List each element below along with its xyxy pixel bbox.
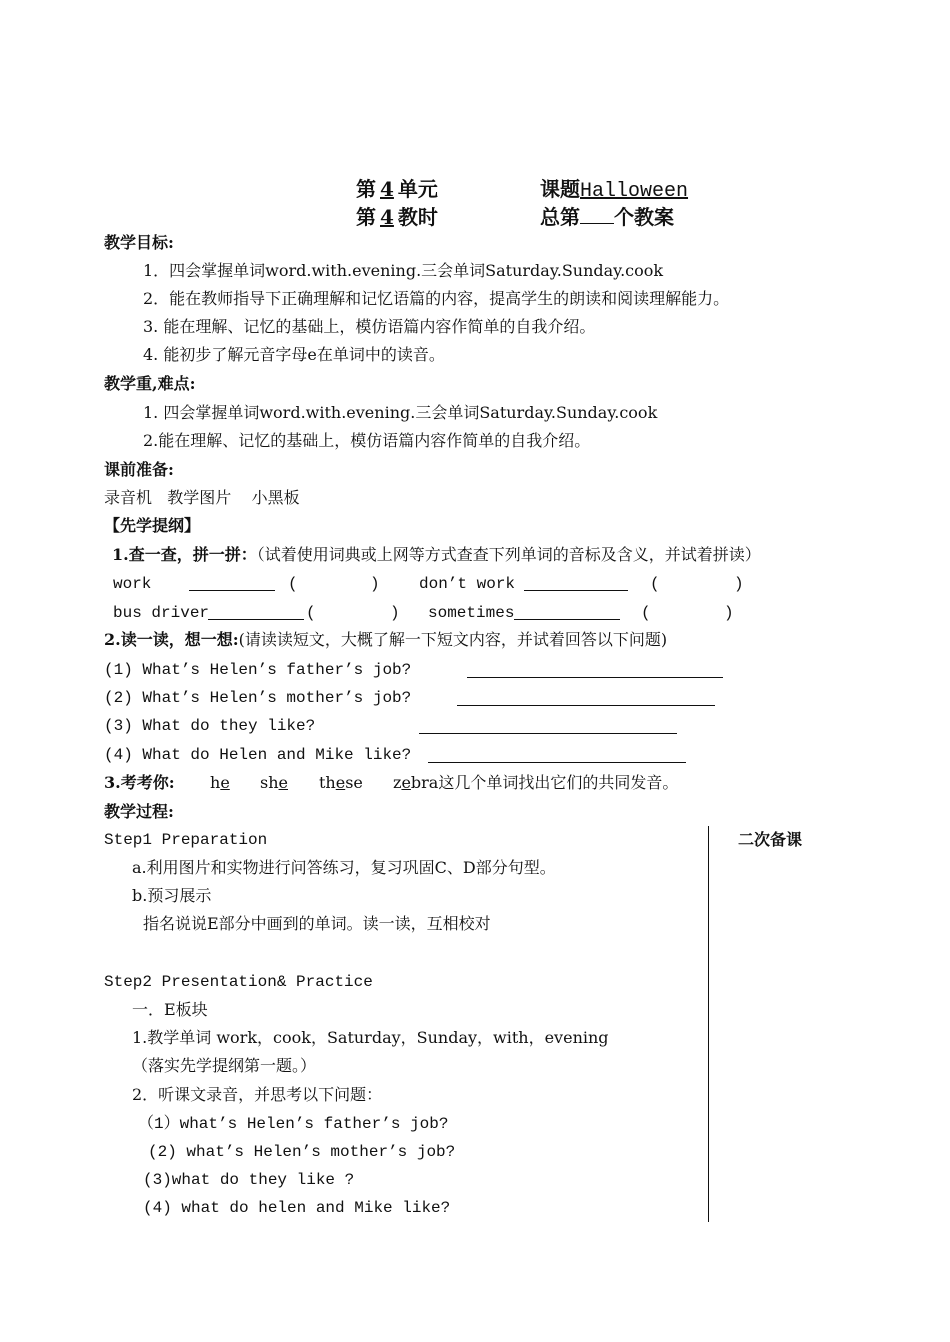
step1-a: a.利用图片和实物进行问答练习，复习巩固C、D部分句型。 xyxy=(132,858,556,877)
question: (4) What do Helen and Mike like? xyxy=(104,746,412,764)
paren-open: ( xyxy=(306,604,316,622)
answer-blank xyxy=(457,691,715,706)
paren-close: ) xyxy=(370,575,380,593)
topic-line: 课题Halloween xyxy=(540,177,689,203)
step2-title: Step2 Presentation& Practice xyxy=(104,973,373,991)
question: (2) What’s Helen’s mother’s job? xyxy=(104,689,412,707)
question: (3) What do they like? xyxy=(104,717,316,735)
outline-heading: 【先学提纲】 xyxy=(104,516,201,535)
outline-q2: 2.读一读，想一想:(请读读短文，大概了解一下短文内容，并试着回答以下问题) xyxy=(104,630,668,649)
vocab-blank xyxy=(514,605,620,620)
vocab-word: work xyxy=(113,575,152,593)
answer-blank xyxy=(428,748,686,763)
process-heading: 教学过程: xyxy=(104,802,174,821)
column-divider xyxy=(708,826,709,1222)
question: (1) What’s Helen’s father’s job? xyxy=(104,661,412,679)
paren-open: ( xyxy=(641,604,651,622)
total-blank xyxy=(580,209,614,224)
lesson-line: 第 4 教时 xyxy=(356,205,438,229)
step2-item1-note: （落实先学提纲第一题。） xyxy=(132,1056,317,1075)
step2-section: 一．E板块 xyxy=(132,1000,208,1019)
paren-close: ) xyxy=(724,604,734,622)
goal-item: 2．能在教师指导下正确理解和记忆语篇的内容，提高学生的朗读和阅读理解能力。 xyxy=(143,289,730,308)
vocab-word: bus driver xyxy=(113,604,210,622)
topic-title: Halloween xyxy=(580,180,689,203)
prep-items: 录音机 教学图片 小黑板 xyxy=(104,488,300,507)
vocab-word: sometimes xyxy=(428,604,515,622)
q3-word: zebra这几个单词找出它们的共同发音。 xyxy=(393,773,679,792)
outline-q1: 1.查一查，拼一拼：（试着使用词典或上网等方式查查下列单词的音标及含义，并试着拼读） xyxy=(112,545,761,564)
answer-blank xyxy=(467,663,723,678)
outline-q3: 3.考考你: xyxy=(104,773,175,792)
vocab-blank xyxy=(524,576,628,591)
vocab-word: don’t work xyxy=(419,575,516,593)
paren-close: ) xyxy=(390,604,400,622)
total-line: 总第 个教案 xyxy=(540,205,674,229)
q3-word: she xyxy=(260,773,288,792)
step1-title: Step1 Preparation xyxy=(104,831,268,849)
keypoint-item: 2.能在理解、记忆的基础上，模仿语篇内容作简单的自我介绍。 xyxy=(143,431,591,450)
step2-question: （1）what’s Helen’s father’s job? xyxy=(138,1115,449,1133)
goals-heading: 教学目标: xyxy=(104,233,174,252)
goal-item: 4. 能初步了解元音字母e在单词中的读音。 xyxy=(143,345,445,364)
goal-item: 1．四会掌握单词word.with.evening.三会单词Saturday.Sunday.cook xyxy=(143,261,664,280)
keypoints-heading: 教学重,难点: xyxy=(104,374,196,393)
step1-b: b.预习展示 xyxy=(132,886,212,905)
step2-item2: 2．听课文录音，并思考以下问题： xyxy=(132,1085,383,1104)
paren-open: ( xyxy=(288,575,298,593)
step2-item1: 1.教学单词 work，cook，Saturday，Sunday，with，evening xyxy=(132,1028,609,1047)
lesson-number: 4 xyxy=(380,205,394,229)
unit-number: 4 xyxy=(380,177,394,201)
paren-open: ( xyxy=(650,575,660,593)
prep-heading: 课前准备: xyxy=(104,460,174,479)
paren-close: ) xyxy=(734,575,744,593)
q3-word: these xyxy=(319,773,363,792)
step2-question: (4) what do helen and Mike like? xyxy=(143,1199,451,1217)
keypoint-item: 1. 四会掌握单词word.with.evening.三会单词Saturday.Sunday.cook xyxy=(143,403,658,422)
step1-b-detail: 指名说说E部分中画到的单词。读一读，互相校对 xyxy=(143,914,491,933)
step2-question: (3)what do they like ? xyxy=(143,1171,355,1189)
vocab-blank xyxy=(208,605,304,620)
answer-blank xyxy=(419,719,677,734)
unit-line: 第 4 单元 xyxy=(356,177,438,201)
q3-word: he xyxy=(210,773,230,792)
vocab-blank xyxy=(189,576,275,591)
side-heading: 二次备课 xyxy=(738,830,803,849)
step2-question: (2) what’s Helen’s mother’s job? xyxy=(148,1143,456,1161)
goal-item: 3. 能在理解、记忆的基础上，模仿语篇内容作简单的自我介绍。 xyxy=(143,317,596,336)
